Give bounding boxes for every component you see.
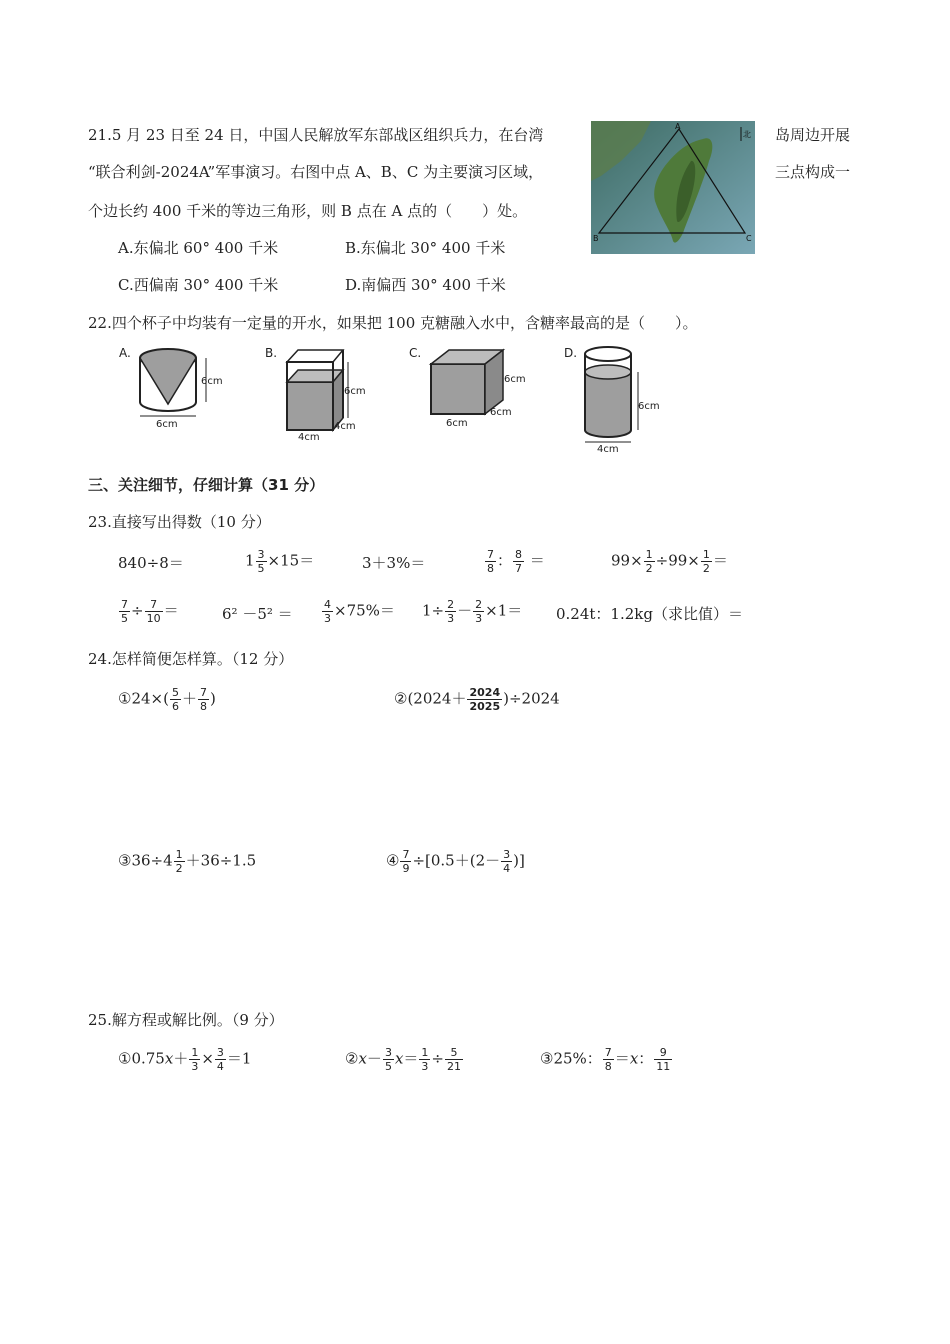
q23-item-1: 840÷8＝ <box>118 554 184 572</box>
cup-c-letter: C. <box>409 346 422 360</box>
cup-c <box>431 350 526 429</box>
cup-b-depth: 4cm <box>334 421 356 432</box>
q25-title: 25.解方程或解比例。（9 分） <box>88 1011 284 1029</box>
map-north-label: 北 <box>743 130 751 139</box>
q22-text: 22.四个杯子中均装有一定量的开水，如果把 100 克糖融入水中，含糖率最高的是（ ）。 <box>88 314 698 332</box>
q23-item-9: 1÷ $\frac{2}{3}$ － $\frac{2}{3}$ ×1＝ <box>422 598 523 625</box>
q23-item-3: 3＋3%＝ <box>362 554 426 572</box>
q25-equation-2: ②x－ $\frac{3}{5}$ x＝ $\frac{1}{3}$ ÷ $\frac{5}{21}$ <box>345 1046 461 1073</box>
section-3-heading: 三、关注细节，仔细计算（31 分） <box>88 476 325 494</box>
q25-equation-3: ③25%： $\frac{7}{8}$ ＝x： $\frac{9}{11}$ <box>540 1046 671 1073</box>
q21-line3: 个边长约 400 千米的等边三角形，则 B 点在 A 点的（ ）处。 <box>88 202 528 220</box>
q24-problem-2: ②(2024＋ $\frac{2024}{2025}$ )÷2024 <box>394 686 560 713</box>
cup-a-letter: A. <box>119 346 131 360</box>
q21-option-a: A.东偏北 60° 400 千米 <box>118 239 279 257</box>
q23-item-8: $\frac{4}{3}$ ×75%＝ <box>324 598 395 625</box>
q23-item-4: $\frac{7}{8}$ ： $\frac{8}{7}$ ＝ <box>487 548 545 575</box>
cup-d <box>585 347 660 455</box>
cup-b <box>287 350 366 443</box>
q23-item-2: 1 $\frac{3}{5}$ ×15＝ <box>245 548 315 575</box>
cup-c-depth: 6cm <box>490 407 512 418</box>
q22-cups-figure <box>118 342 818 457</box>
cup-a-height: 6cm <box>201 376 223 387</box>
cup-a <box>140 349 223 430</box>
q21-line2: “联合利剑-2024A”军事演习。右图中点 A、B、C 为主要演习区域， <box>88 163 544 181</box>
cup-a-width: 6cm <box>156 419 178 430</box>
q21-line2-right: 三点构成一 <box>775 163 851 181</box>
q23-item-10: 0.24t：1.2kg（求比值）＝ <box>556 605 743 623</box>
map-label-c: C <box>746 234 752 243</box>
q21-line1-right: 岛周边开展 <box>775 126 851 144</box>
cup-c-width: 6cm <box>446 418 468 429</box>
cup-b-height: 6cm <box>344 386 366 397</box>
q24-problem-1: ①24×( $\frac{5}{6}$ ＋ $\frac{7}{8}$ ) <box>118 686 216 713</box>
cup-b-letter: B. <box>265 346 278 360</box>
q23-item-7: 6² －5² ＝ <box>222 605 293 623</box>
q21-option-d: D.南偏西 30° 400 千米 <box>345 276 506 294</box>
q24-problem-3: ③36÷4 $\frac{1}{2}$ ＋36÷1.5 <box>118 848 257 875</box>
q23-title: 23.直接写出得数（10 分） <box>88 513 271 531</box>
cup-d-letter: D. <box>564 346 578 360</box>
q21-option-c: C.西偏南 30° 400 千米 <box>118 276 279 294</box>
cup-c-height: 6cm <box>504 374 526 385</box>
cup-b-width: 4cm <box>298 432 320 443</box>
map-label-a: A <box>675 122 681 131</box>
map-label-b: B <box>593 234 599 243</box>
q21-option-b: B.东偏北 30° 400 千米 <box>345 239 506 257</box>
q23-item-6: $\frac{7}{5}$ ÷ $\frac{7}{10}$ ＝ <box>121 598 179 625</box>
q25-equation-1: ①0.75x＋ $\frac{1}{3}$ × $\frac{3}{4}$ ＝1 <box>118 1046 252 1073</box>
q24-problem-4: ④ $\frac{7}{9}$ ÷[0.5＋(2－ $\frac{3}{4}$ )] <box>386 848 525 875</box>
cup-d-width: 4cm <box>597 444 619 455</box>
q23-item-5: 99× $\frac{1}{2}$ ÷99× $\frac{1}{2}$ ＝ <box>611 548 728 575</box>
q24-title: 24.怎样简便怎样算。（12 分） <box>88 650 294 668</box>
cup-d-height: 6cm <box>638 401 660 412</box>
q21-line1: 21.5 月 23 日至 24 日，中国人民解放军东部战区组织兵力，在台湾 <box>88 126 544 144</box>
taiwan-map-image <box>591 121 755 254</box>
